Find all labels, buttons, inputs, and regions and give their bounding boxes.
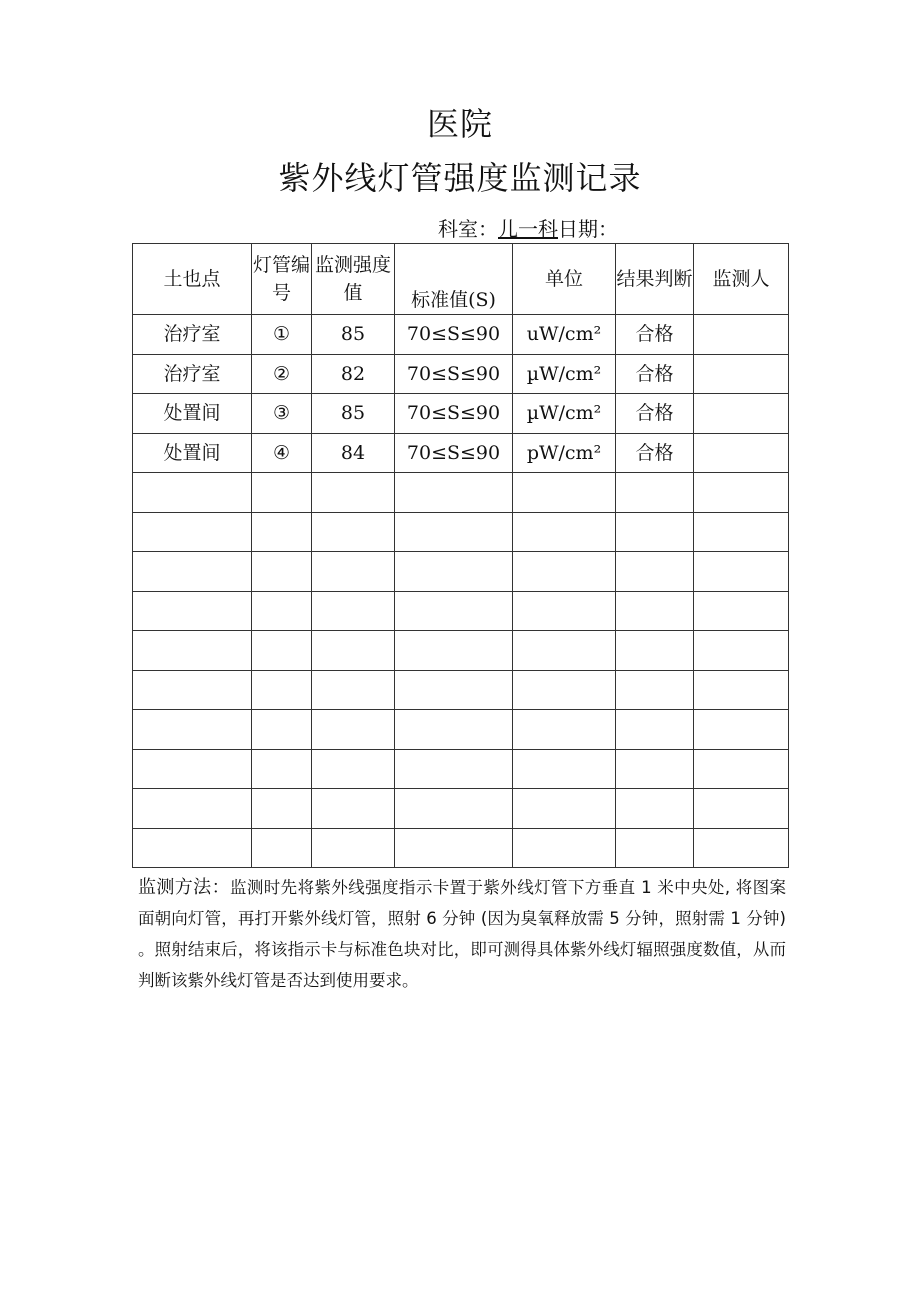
cell-standard [395, 473, 513, 513]
cell-result: 合格 [616, 433, 694, 473]
cell-result [616, 512, 694, 552]
cell-result: 合格 [616, 315, 694, 355]
cell-unit [513, 473, 616, 513]
cell-inspector [694, 591, 789, 631]
cell-intensity: 82 [312, 354, 395, 394]
table-row [133, 512, 789, 552]
cell-unit: µW/cm² [513, 394, 616, 434]
cell-standard: 70≤S≤90 [395, 354, 513, 394]
cell-intensity [312, 710, 395, 750]
cell-lamp-number [252, 710, 312, 750]
table-row [133, 789, 789, 829]
cell-intensity [312, 512, 395, 552]
table-row [133, 749, 789, 789]
cell-unit [513, 512, 616, 552]
cell-inspector [694, 394, 789, 434]
cell-location [133, 591, 252, 631]
table-row [133, 354, 789, 394]
cell-location [133, 670, 252, 710]
header-inspector: 监测人 [694, 244, 789, 315]
header-location: 土也点 [133, 244, 252, 315]
cell-result [616, 473, 694, 513]
cell-unit [513, 710, 616, 750]
cell-lamp-number [252, 789, 312, 829]
cell-unit [513, 631, 616, 671]
cell-result [616, 552, 694, 592]
hospital-title: 医院 [426, 105, 493, 143]
table-row [133, 433, 789, 473]
cell-lamp-number [252, 828, 312, 868]
cell-result [616, 670, 694, 710]
cell-unit [513, 591, 616, 631]
cell-location [133, 749, 252, 789]
method-label: 监测方法： [138, 877, 230, 898]
cell-unit [513, 670, 616, 710]
cell-inspector [694, 473, 789, 513]
cell-intensity: 84 [312, 433, 395, 473]
cell-intensity [312, 749, 395, 789]
cell-inspector [694, 749, 789, 789]
table-row [133, 670, 789, 710]
cell-standard [395, 670, 513, 710]
cell-location [133, 631, 252, 671]
method-paragraph [138, 872, 786, 996]
cell-location [133, 473, 252, 513]
meta-line [438, 216, 618, 242]
table-row [133, 473, 789, 513]
cell-result [616, 789, 694, 829]
table-row [133, 631, 789, 671]
cell-lamp-number [252, 749, 312, 789]
cell-result: 合格 [616, 394, 694, 434]
cell-location [133, 789, 252, 829]
cell-standard [395, 512, 513, 552]
cell-inspector [694, 828, 789, 868]
cell-standard [395, 710, 513, 750]
cell-unit: pW/cm² [513, 433, 616, 473]
cell-lamp-number [252, 552, 312, 592]
cell-unit [513, 789, 616, 829]
cell-lamp-number [252, 631, 312, 671]
cell-lamp-number [252, 473, 312, 513]
header-unit: 单位 [513, 244, 616, 315]
cell-result [616, 710, 694, 750]
table-row [133, 828, 789, 868]
department-label: 科室： [438, 217, 498, 241]
cell-standard [395, 631, 513, 671]
cell-intensity [312, 591, 395, 631]
table-row [133, 315, 789, 355]
cell-lamp-number: ④ [252, 433, 312, 473]
cell-location: 治疗室 [133, 315, 252, 355]
cell-result [616, 591, 694, 631]
header-standard-value: 标准值(S) [395, 244, 513, 315]
table-row [133, 552, 789, 592]
cell-intensity [312, 670, 395, 710]
cell-intensity [312, 789, 395, 829]
cell-lamp-number [252, 670, 312, 710]
table-row [133, 394, 789, 434]
cell-lamp-number: ② [252, 354, 312, 394]
cell-inspector [694, 315, 789, 355]
cell-inspector [694, 552, 789, 592]
table-row [133, 591, 789, 631]
cell-unit: uW/cm² [513, 315, 616, 355]
cell-lamp-number: ① [252, 315, 312, 355]
date-label: 日期： [558, 217, 618, 241]
cell-standard: 70≤S≤90 [395, 394, 513, 434]
cell-standard [395, 828, 513, 868]
cell-inspector [694, 433, 789, 473]
cell-result [616, 631, 694, 671]
document-title: 紫外线灯管强度监测记录 [278, 159, 642, 197]
cell-unit [513, 552, 616, 592]
cell-location [133, 710, 252, 750]
cell-result [616, 828, 694, 868]
cell-unit: µW/cm² [513, 354, 616, 394]
cell-location [133, 828, 252, 868]
cell-intensity [312, 473, 395, 513]
table-row [133, 710, 789, 750]
cell-inspector [694, 670, 789, 710]
cell-inspector [694, 789, 789, 829]
cell-intensity [312, 631, 395, 671]
cell-inspector [694, 354, 789, 394]
cell-intensity [312, 552, 395, 592]
cell-lamp-number: ③ [252, 394, 312, 434]
cell-location [133, 552, 252, 592]
cell-standard: 70≤S≤90 [395, 315, 513, 355]
cell-location: 处置间 [133, 433, 252, 473]
cell-location: 治疗室 [133, 354, 252, 394]
cell-lamp-number [252, 512, 312, 552]
cell-location: 处置间 [133, 394, 252, 434]
table-header-row [133, 244, 789, 315]
cell-location [133, 512, 252, 552]
header-intensity-value: 监测强度值 [312, 244, 395, 315]
cell-intensity [312, 828, 395, 868]
cell-standard [395, 789, 513, 829]
header-lamp-number: 灯管编号 [252, 244, 312, 315]
cell-standard [395, 591, 513, 631]
cell-unit [513, 828, 616, 868]
cell-inspector [694, 512, 789, 552]
cell-intensity: 85 [312, 315, 395, 355]
cell-inspector [694, 710, 789, 750]
cell-result: 合格 [616, 354, 694, 394]
department-value: 儿一科 [498, 217, 558, 241]
header-result: 结果判断 [616, 244, 694, 315]
cell-standard: 70≤S≤90 [395, 433, 513, 473]
cell-intensity: 85 [312, 394, 395, 434]
cell-result [616, 749, 694, 789]
cell-standard [395, 749, 513, 789]
cell-lamp-number [252, 591, 312, 631]
cell-unit [513, 749, 616, 789]
cell-standard [395, 552, 513, 592]
method-text: 监测时先将紫外线强度指示卡置于紫外线灯管下方垂直 1 米中央处, 将图案面朝向灯管，再打开紫外线灯管，照射 6 分钟 (因为臭氧释放需 5 分钟，照射需 1 分钟) 。照射结束后，将该指示卡与标准色块对比，即可测得具体紫外线灯辐照强度数值，从而判断该紫外线灯管是否达到使用要求。 [138, 878, 787, 990]
monitoring-record-table [132, 243, 789, 868]
cell-inspector [694, 631, 789, 671]
